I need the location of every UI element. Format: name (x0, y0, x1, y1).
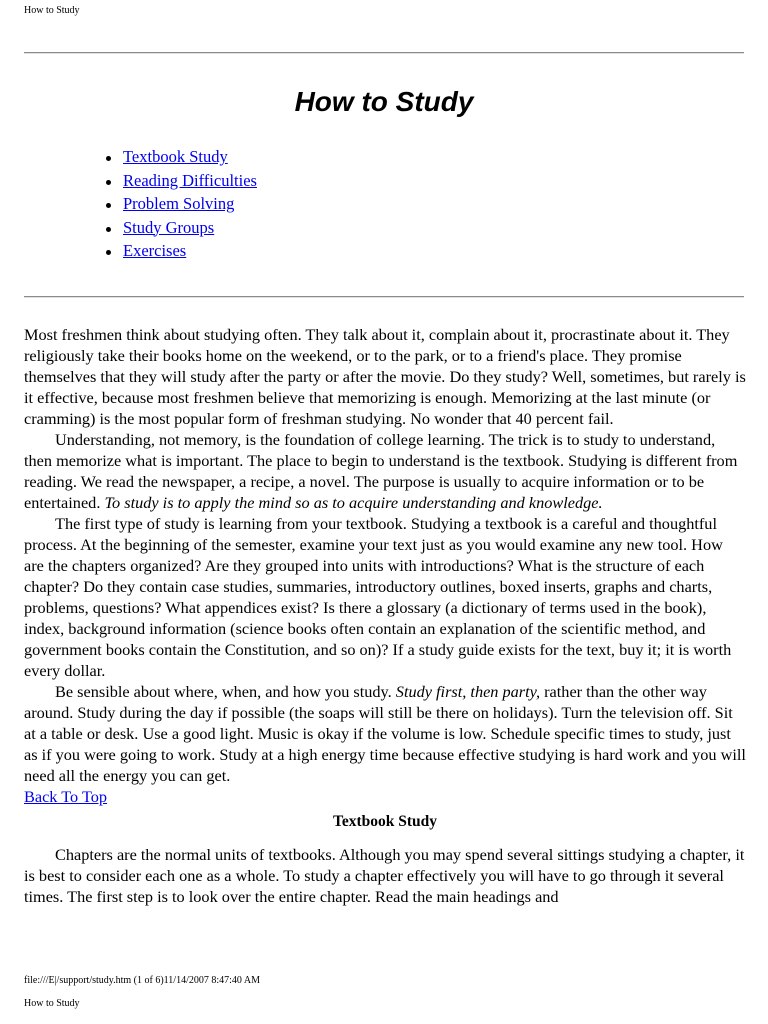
toc-item (84, 216, 257, 240)
running-head: How to Study (24, 5, 80, 16)
toc-link-study-groups[interactable]: Study Groups (123, 217, 215, 237)
table-of-contents (84, 145, 257, 263)
section-divider (24, 296, 744, 298)
intro-paragraph-2-emphasis: To study is to apply the mind so as to acquire understanding and knowledge. (104, 493, 603, 512)
intro-paragraph-2 (24, 429, 746, 513)
toc-item (84, 145, 257, 169)
toc-link-problem-solving[interactable]: Problem Solving (123, 194, 235, 213)
toc-item (84, 169, 257, 193)
footer-file-path: file:///E|/support/study.htm (1 of 6)11/14/2007 8:47:40 AM (24, 975, 260, 986)
intro-paragraph-4-rest: rather than the other way around. Study during the day if possible (the soaps will still be there on holidays). Turn the television off. Sit at a table or desk. Use a good light. Music is okay if the volume is low. Schedule specific times to study, just as if you were going to work. Study at a high energy time because effective studying is hard work and you will need all the energy you can get. (24, 682, 746, 785)
section-heading-textbook-study: Textbook Study (332, 813, 438, 830)
top-divider (24, 52, 744, 54)
back-to-top-link[interactable]: Back To Top (24, 787, 108, 806)
toc-link-textbook-study[interactable]: Textbook Study (123, 147, 228, 166)
article-body (24, 324, 746, 907)
intro-paragraph-4-start: Be sensible about where, when, and how you study. (55, 682, 396, 701)
intro-paragraph-4-emphasis: Study first, then party, (395, 682, 541, 701)
footer-running-head: How to Study (24, 998, 80, 1009)
section-paragraph-1: Chapters are the normal units of textbooks. Although you may spend several sittings studying a chapter, it is best to consider each one as a whole. To study a chapter effectively you will have to go through it several times. The first step is to look over the entire chapter. Read the main headings and (24, 845, 745, 906)
intro-paragraph-3: The first type of study is learning from your textbook. Studying a textbook is a careful and thoughtful process. At the beginning of the semester, examine your text just as you would examine any new tool. How are the chapters organized? Are they grouped into units with introductions? What is the structure of each chapter? Do they contain case studies, summaries, introductory outlines, boxed inserts, graphs and charts, problems, questions? What appendices exist? Is there a glossary (a dictionary of terms used in the book), index, background information (science books often contain an explanation of the scientific method, and government books contain the Constitution, and so on)? If a study guide exists for the text, buy it; it is worth every dollar. (24, 514, 732, 680)
toc-item (84, 192, 257, 216)
page-title: How to Study (294, 86, 474, 117)
toc-item (84, 239, 257, 263)
intro-paragraph-2-text: Understanding, not memory, is the foundation of college learning. The trick is to study to understand, then memorize what is important. The place to begin to understand is the textbook. Studying is different from reading. We read the newspaper, a recipe, a novel. The purpose is usually to acquire information or to be entertained. (24, 430, 738, 512)
toc-link-reading-difficulties[interactable]: Reading Difficulties (123, 170, 257, 190)
toc-link-exercises[interactable]: Exercises (123, 241, 187, 260)
intro-paragraph-4 (24, 681, 746, 786)
intro-paragraph-1: Most freshmen think about studying often. They talk about it, complain about it, procrastinate about it. They religiously take their books home on the weekend, or to the park, or to a friend's place. They promise themselves that they will study after the party or after the movie. Do they study? Well, sometimes, but rarely is it effective, because most freshmen believe that memorizing is enough. Memorizing at the last minute (or cramming) is the most popular form of freshman studying. No wonder that 40 percent fail. (24, 325, 746, 428)
back-to-top-row (24, 786, 746, 807)
